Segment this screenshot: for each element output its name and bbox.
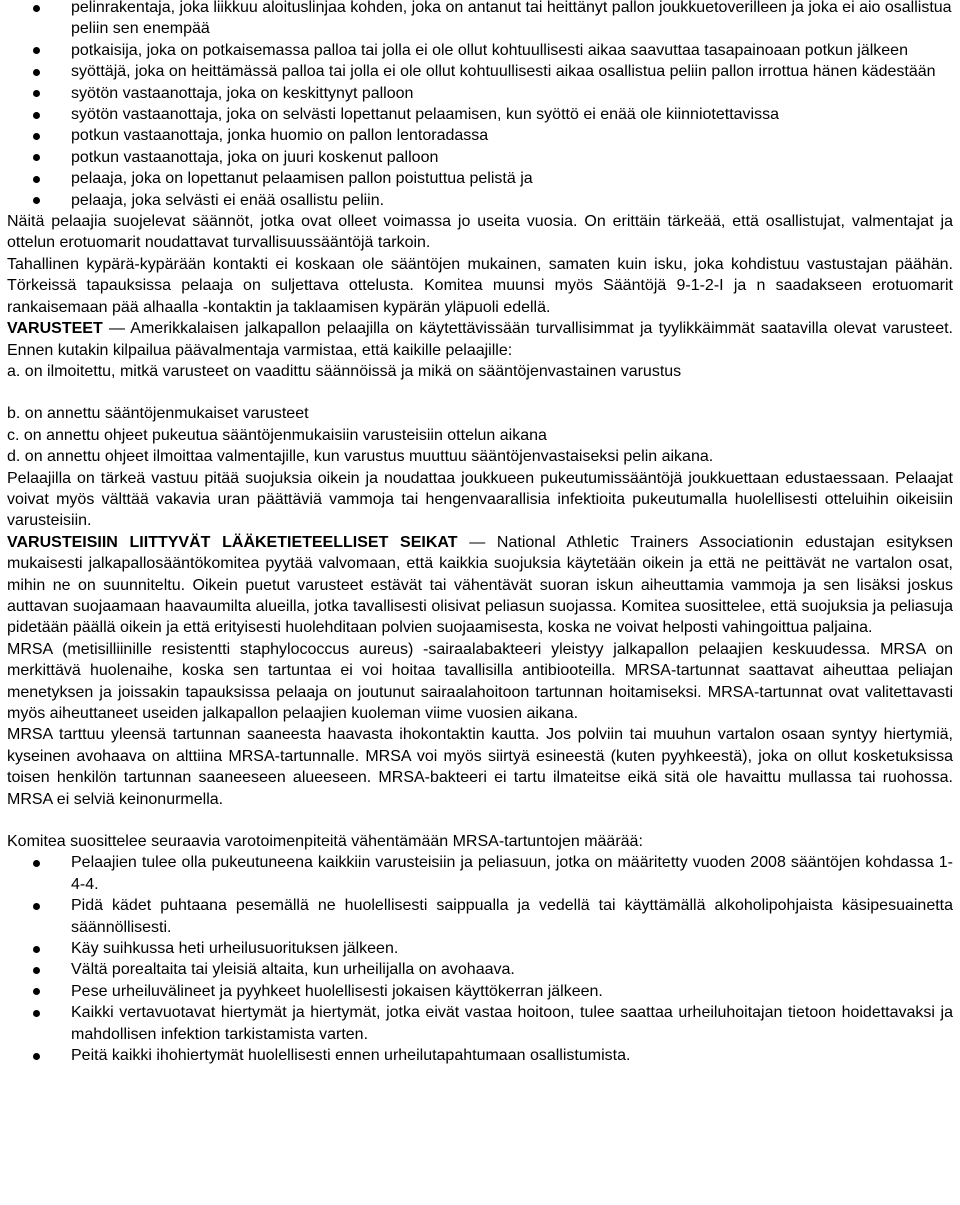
- equipment-item-b: b. on annettu sääntöjenmukaiset varusteet: [7, 405, 309, 423]
- medical-heading: VARUSTEISIIN LIITTYVÄT LÄÄKETIETEELLISET SEIKAT: [7, 533, 458, 551]
- list-item-text: Pidä kädet puhtaana pesemällä ne huolellisesti saippualla ja vedellä tai käyttämällä alkoholipohjaista käsipesuainetta säännöllisesti.: [71, 897, 953, 936]
- medical-text: — National Athletic Trainers Associationin edustajan esityksen mukaisesti jalkapallosääntökomitea pyytää valvomaan, että kaikkia suojuksia käytetään oikein ja että ne peittävät ne vartalon osat, mihin ne on suunniteltu. Oikein puetut varusteet estävät tai vähentävät suoran iskun aiheuttamia vammoja ja sen lisäksi joskus auttavan suojaamaan haavaumilta alueilla, jotka tavallisesti olisivat peliasun suojassa. Komitea suosittelee, että suojuksia ja peliasuja pidetään päällä oikein ja että erityisesti huolehditaan polvien suojaamisesta, koska ne voivat helposti vahingoittua paljaina.: [7, 533, 953, 637]
- responsibility-paragraph: Pelaajilla on tärkeä vastuu pitää suojuksia oikein ja noudattaa joukkueen pukeutumissääntöjä joukkuettaan edustaessaan. Pelaajat voivat myös välttää vakavia uran päättäviä vammoja tai hengenvaarallisia infektioita pukeutumalla huolellisesti otteluihin oikeisiin varusteisiin.: [7, 469, 953, 530]
- list-item-text: potkun vastaanottaja, joka on juuri koskenut palloon: [71, 148, 439, 166]
- list-item: [7, 61, 953, 82]
- bullet-icon: [33, 133, 40, 140]
- list-item: [7, 147, 953, 168]
- equipment-item-a: a. on ilmoitettu, mitkä varusteet on vaadittu säännöissä ja mikä on sääntöjenvastainen varustus: [7, 362, 682, 380]
- bullet-icon: [33, 154, 40, 161]
- list-item-text: Vältä porealtaita tai yleisiä altaita, kun urheilijalla on avohaava.: [71, 961, 515, 979]
- bottom-bullet-list: [7, 852, 953, 1066]
- bullet-icon: [33, 176, 40, 183]
- bullet-icon: [33, 988, 40, 995]
- list-item: [7, 852, 953, 895]
- list-item-text: potkaisija, joka on potkaisemassa palloa tai jolla ei ole ollut kohtuullisesti aikaa saavuttaa tasapainoaan potkun jälkeen: [71, 41, 908, 59]
- helmet-paragraph: Tahallinen kypärä-kypärään kontakti ei koskaan ole sääntöjen mukainen, samaten kuin isku, joka kohdistuu vastustajan päähän. Törkeissä tapauksissa pelaaja on suljettava ottelusta. Komitea muunsi myös Sääntöjä 9-1-2-I ja n saadakseen erotuomarit rankaisemaan pää alhaalla -kontaktin ja taklaamisen kypärän yläpuoli edellä.: [7, 255, 953, 316]
- list-item: [7, 168, 953, 189]
- list-item: [7, 938, 953, 959]
- list-item: [7, 981, 953, 1002]
- equipment-paragraph: [7, 318, 953, 361]
- equipment-item-c: c. on annettu ohjeet pukeutua sääntöjenmukaisiin varusteisiin ottelun aikana: [7, 426, 547, 444]
- mrsa-paragraph-1: MRSA (metisilliinille resistentti staphylococcus aureus) -sairaalabakteeri yleistyy jalkapallon pelaajien keskuudessa. MRSA on merkittävä huolenaihe, koska sen tartuntaa ei voi hoitaa tavallisilla antibiooteilla. MRSA-tartunnat saattavat aiheuttaa peliajan menetyksen ja joissakin tapauksissa pelaaja on joutunut sairaalahoitoon tartunnan hoitamiseksi. MRSA-tartunnat ovat valitettavasti myös aiheuttaneet useiden jalkapallon pelaajien kuoleman viime vuosien aikana.: [7, 640, 953, 722]
- list-item-text: Kaikki vertavuotavat hiertymät ja hiertymät, jotka eivät vastaa hoitoon, tulee saattaa urheiluhoitajan tietoon hoidettavaksi ja mahdollisen infektion tarkistamista varten.: [71, 1004, 953, 1043]
- list-item: [7, 40, 953, 61]
- committee-paragraph: Komitea suosittelee seuraavia varotoimenpiteitä vähentämään MRSA-tartuntojen määrää:: [7, 833, 643, 851]
- list-item: [7, 125, 953, 146]
- bullet-icon: [33, 69, 40, 76]
- equipment-text: — Amerikkalaisen jalkapallon pelaajilla on käytettävissään turvallisimmat ja tyylikkäimmät saatavilla olevat varusteet. Ennen kutakin kilpailua päävalmentaja varmistaa, että kaikille pelaajille:: [7, 320, 953, 359]
- list-item: [7, 104, 953, 125]
- list-item-text: Pelaajien tulee olla pukeutuneena kaikkiin varusteisiin ja peliasuun, jotka on määritetty vuoden 2008 sääntöjen kohdassa 1-4-4.: [71, 854, 953, 893]
- equipment-item-d: d. on annettu ohjeet ilmoittaa valmentajille, kun varustus muuttuu sääntöjenvastaiseksi pelin aikana.: [7, 448, 714, 466]
- bullet-icon: [33, 47, 40, 54]
- document-page: [7, 0, 953, 1067]
- list-item-text: Pese urheiluvälineet ja pyyhkeet huolellisesti jokaisen käyttökerran jälkeen.: [71, 982, 603, 1000]
- bullet-icon: [33, 903, 40, 910]
- list-item-text: pelaaja, joka selvästi ei enää osallistu peliin.: [71, 191, 385, 209]
- bullet-icon: [33, 860, 40, 867]
- list-item: [7, 83, 953, 104]
- bullet-icon: [33, 1010, 40, 1017]
- spacer: [7, 810, 953, 831]
- list-item: [7, 190, 953, 211]
- equipment-heading: VARUSTEET: [7, 320, 103, 338]
- medical-paragraph: [7, 532, 953, 639]
- list-item-text: syöttäjä, joka on heittämässä palloa tai jolla ei ole ollut kohtuullisesti aikaa osallistua peliin pallon irrottua hänen kädestään: [71, 63, 936, 81]
- list-item: [7, 895, 953, 938]
- bullet-icon: [33, 90, 40, 97]
- list-item-text: pelinrakentaja, joka liikkuu aloituslinjaa kohden, joka on antanut tai heittänyt pallon joukkuetoverilleen ja joka ei aio osallistua peliin sen enempää: [71, 0, 952, 38]
- list-item-text: potkun vastaanottaja, jonka huomio on pallon lentoradassa: [71, 127, 489, 145]
- bullet-icon: [33, 1053, 40, 1060]
- mrsa-paragraph-2: MRSA tarttuu yleensä tartunnan saaneesta haavasta ihokontaktin kautta. Jos polviin tai muuhun vartalon osaan syntyy hiertymiä, kyseinen avohaava on alttiina MRSA-tartunnalle. MRSA voi myös siirtyä esineestä (kuten pyyhkeestä), joka on ollut kosketuksissa toisen henkilön tartunnan saaneeseen alueeseen. MRSA-bakteeri ei tartu ilmateitse eikä sitä ole havaittu mullassa tai ruohossa. MRSA ei selviä keinonurmella.: [7, 726, 953, 808]
- list-item-text: syötön vastaanottaja, joka on keskittynyt palloon: [71, 84, 414, 102]
- list-item-text: Käy suihkussa heti urheilusuorituksen jälkeen.: [71, 940, 399, 958]
- list-item: [7, 0, 953, 40]
- bullet-icon: [33, 946, 40, 953]
- bullet-icon: [33, 5, 40, 12]
- spacer: [7, 382, 953, 403]
- list-item-text: Peitä kaikki ihohiertymät huolellisesti ennen urheilutapahtumaan osallistumista.: [71, 1047, 631, 1065]
- bullet-icon: [33, 112, 40, 119]
- top-bullet-list: [7, 0, 953, 211]
- rules-paragraph: Näitä pelaajia suojelevat säännöt, jotka ovat olleet voimassa jo useita vuosia. On erittäin tärkeää, että osallistujat, valmentajat ja ottelun erotuomarit noudattavat turvallisuussääntöjä tarkoin.: [7, 213, 953, 252]
- bullet-icon: [33, 197, 40, 204]
- list-item-text: pelaaja, joka on lopettanut pelaamisen pallon poistuttua pelistä ja: [71, 170, 533, 188]
- list-item: [7, 1045, 953, 1066]
- list-item-text: syötön vastaanottaja, joka on selvästi lopettanut pelaamisen, kun syöttö ei enää ole kiinniotettavissa: [71, 106, 779, 124]
- list-item: [7, 1002, 953, 1045]
- list-item: [7, 959, 953, 980]
- bullet-icon: [33, 967, 40, 974]
